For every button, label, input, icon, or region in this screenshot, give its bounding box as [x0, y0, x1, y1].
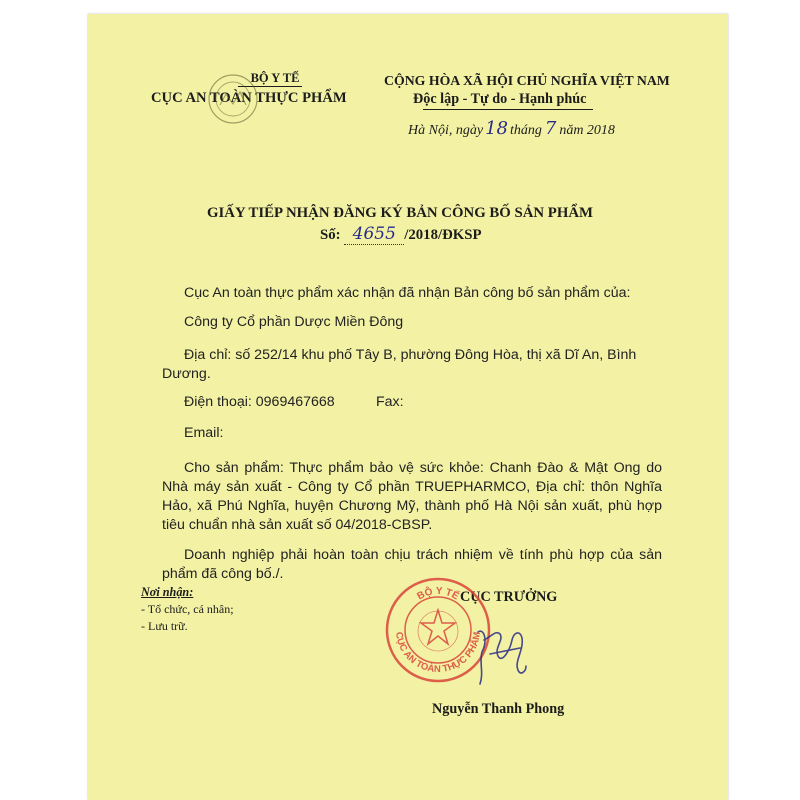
product-paragraph: Cho sản phẩm: Thực phẩm bảo vệ sức khỏe: Chanh Đào & Mật Ong do Nhà máy sản xuất - Công ty Cổ phần TRUEPHARMCO, Địa chỉ: thôn Nghĩa Hảo, xã Phú Nghĩa, huyện Chương Mỹ, thành phố Hà Nội sản xuất, phù hợp tiêu chuẩn nhà sản xuất số 04/2018-CBSP. — [162, 460, 662, 533]
company-name: Công ty Cổ phần Dược Miền Đông — [184, 314, 404, 330]
date-month-handwritten: 7 — [544, 118, 557, 139]
number-handwritten: 4655 — [344, 224, 404, 245]
date-month-label: tháng — [509, 123, 542, 138]
number-label: Số: — [320, 227, 341, 243]
motto-underline — [423, 109, 593, 110]
agency-name: CỤC AN TOÀN THỰC PHẨM — [151, 90, 347, 106]
ministry-name: BỘ Y TẾ — [250, 71, 300, 85]
date-year: năm 2018 — [559, 123, 615, 138]
svg-text:BỘ Y TẾ: BỘ Y TẾ — [415, 585, 461, 603]
country-name: CỘNG HÒA XÃ HỘI CHỦ NGHĨA VIỆT NAM — [384, 73, 670, 88]
number-suffix: /2018/ĐKSP — [404, 227, 482, 243]
date-day-handwritten: 18 — [485, 118, 508, 139]
issue-date — [408, 118, 615, 139]
address-line-2: Dương. — [162, 366, 211, 382]
email-label: Email: — [184, 425, 224, 441]
national-motto: Độc lập - Tự do - Hạnh phúc — [413, 91, 587, 107]
address-line-1: Địa chỉ: số 252/14 khu phố Tây B, phường Đông Hòa, thị xã Dĩ An, Bình — [184, 347, 637, 363]
document-number — [320, 224, 482, 245]
date-place-prefix: Hà Nội, ngày — [408, 123, 484, 138]
phone-number: Điện thoại: 0969467668 — [184, 394, 335, 410]
agency-logo-icon — [206, 72, 260, 126]
svg-text:CỤC AN TOÀN THỰC PHẨM: CỤC AN TOÀN THỰC PHẨM — [392, 631, 484, 676]
signatory-name: Nguyễn Thanh Phong — [432, 701, 565, 717]
intro-text: Cục An toàn thực phẩm xác nhận đã nhận Bản công bố sản phẩm của: — [184, 285, 631, 301]
recipient-item: - Lưu trữ. — [141, 619, 188, 633]
responsibility-paragraph: Doanh nghiệp phải hoàn toàn chịu trách nhiệm về tính phù hợp của sản phẩm đã công bố./. — [162, 547, 662, 582]
document-title: GIẤY TIẾP NHẬN ĐĂNG KÝ BẢN CÔNG BỐ SẢN PHẨM — [207, 205, 593, 221]
fax-label: Fax: — [376, 394, 404, 410]
handwritten-signature — [470, 610, 530, 690]
recipient-item: - Tổ chức, cá nhân; — [141, 602, 234, 616]
signatory-title: CỤC TRƯỞNG — [460, 589, 558, 605]
recipients-label: Nơi nhận: — [141, 585, 194, 599]
